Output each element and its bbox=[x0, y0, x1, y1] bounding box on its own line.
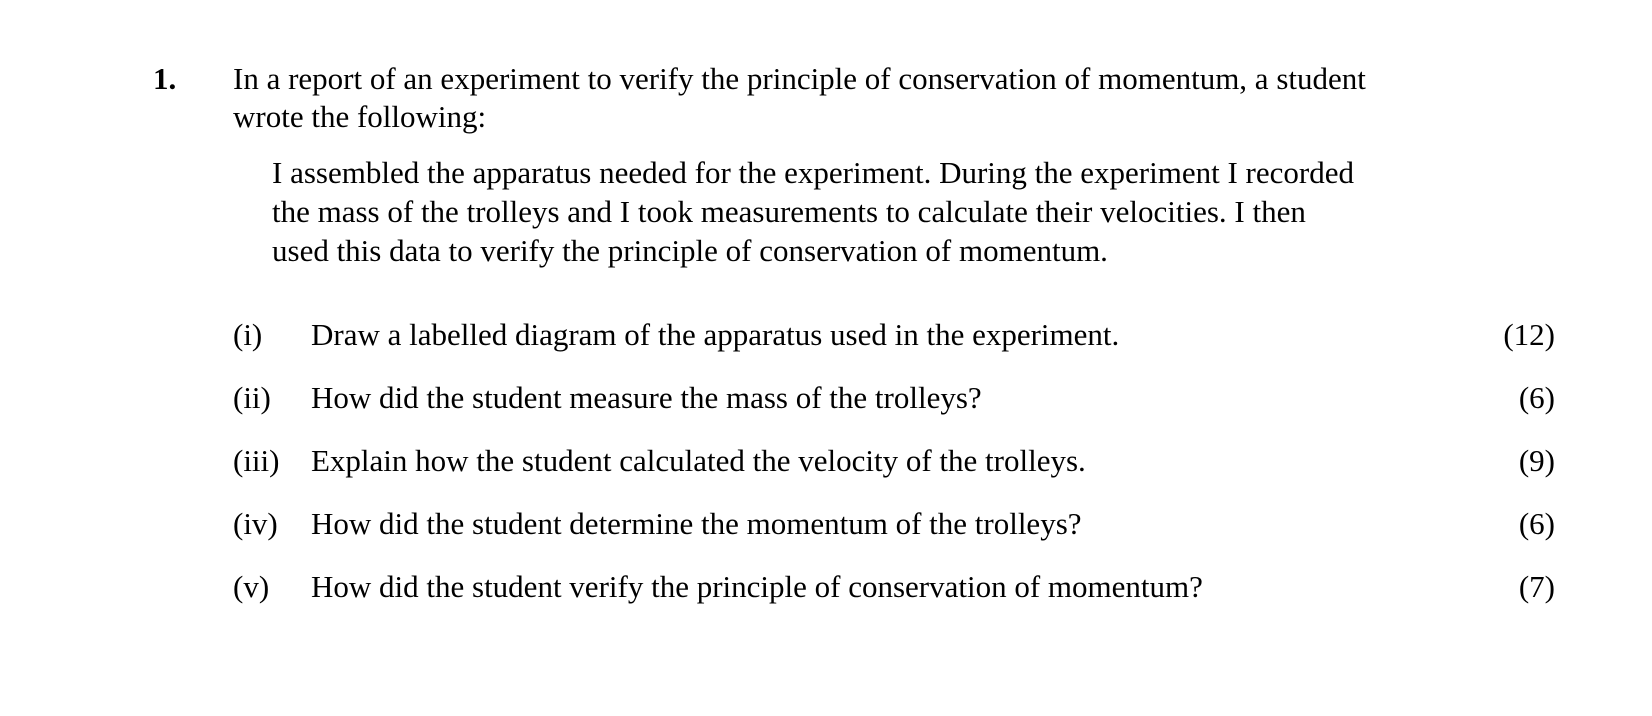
question-intro bbox=[233, 60, 1533, 136]
part-label: (iii) bbox=[233, 443, 280, 478]
part-label: (iv) bbox=[233, 506, 278, 541]
part-label: (i) bbox=[233, 317, 263, 352]
part-text: How did the student verify the principle of conservation of momentum? bbox=[311, 569, 1203, 604]
part-marks: (9) bbox=[1518, 443, 1555, 478]
student-report-quote bbox=[272, 153, 1522, 270]
part-marks: (7) bbox=[1518, 569, 1555, 604]
intro-line: In a report of an experiment to verify the principle of conservation of momentum, a student bbox=[233, 61, 1366, 96]
question-part-ii bbox=[233, 379, 1555, 442]
quote-line: the mass of the trolleys and I took measurements to calculate their velocities. I then bbox=[272, 194, 1306, 229]
part-marks: (6) bbox=[1518, 506, 1555, 541]
part-text: Explain how the student calculated the velocity of the trolleys. bbox=[311, 443, 1086, 478]
question-number: 1. bbox=[153, 61, 177, 96]
question-part-iii bbox=[233, 442, 1555, 505]
question-part-i bbox=[233, 316, 1555, 379]
part-text: How did the student determine the momentum of the trolleys? bbox=[311, 506, 1082, 541]
question-parts bbox=[233, 316, 1555, 631]
intro-line: wrote the following: bbox=[233, 99, 487, 134]
question-part-v bbox=[233, 568, 1555, 631]
part-marks: (12) bbox=[1503, 317, 1555, 352]
part-text: How did the student measure the mass of the trolleys? bbox=[311, 380, 982, 415]
part-label: (ii) bbox=[233, 380, 271, 415]
part-label: (v) bbox=[233, 569, 270, 604]
part-marks: (6) bbox=[1518, 380, 1555, 415]
quote-line: I assembled the apparatus needed for the experiment. During the experiment I recorded bbox=[272, 155, 1354, 190]
part-text: Draw a labelled diagram of the apparatus used in the experiment. bbox=[311, 317, 1120, 352]
quote-line: used this data to verify the principle of conservation of momentum. bbox=[272, 233, 1108, 268]
question-part-iv bbox=[233, 505, 1555, 568]
